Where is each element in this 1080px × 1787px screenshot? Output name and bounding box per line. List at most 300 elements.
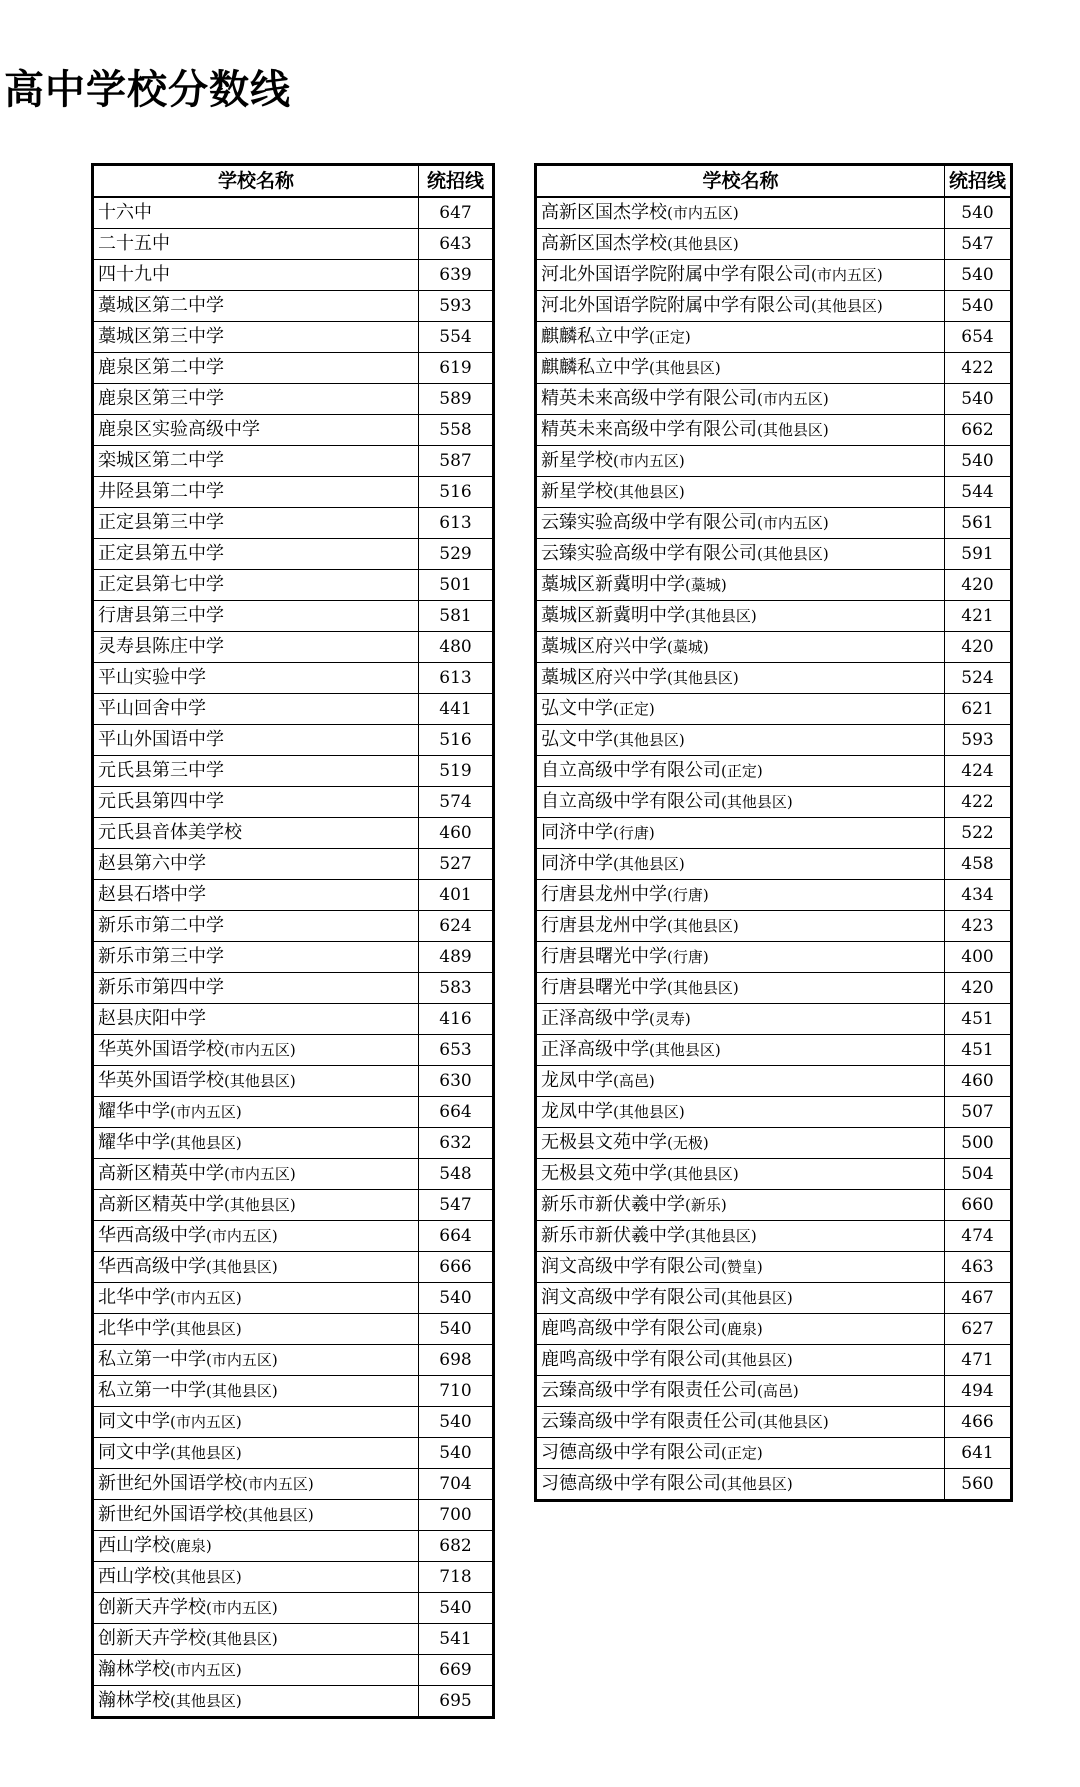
school-name-cell: 新星学校(市内五区): [536, 446, 945, 477]
table-row: [536, 446, 1012, 477]
table-row: [536, 1376, 1012, 1407]
table-row: [536, 911, 1012, 942]
school-name-cell: 行唐县龙州中学(其他县区): [536, 911, 945, 942]
school-region-qualifier: (其他县区): [613, 855, 685, 873]
score-cell: 619: [419, 353, 494, 384]
table-row: [93, 632, 494, 663]
school-name-cell: 高新区精英中学(市内五区): [93, 1159, 419, 1190]
table-row: [93, 1097, 494, 1128]
school-region-qualifier: (其他县区): [649, 359, 721, 377]
score-cell: 561: [945, 508, 1012, 539]
school-name-cell: 行唐县第三中学: [93, 601, 419, 632]
school-region-qualifier: (新乐): [685, 1196, 727, 1214]
school-region-qualifier: (其他县区): [721, 793, 793, 811]
score-cell: 710: [419, 1376, 494, 1407]
school-name-cell: 鹿泉区第二中学: [93, 353, 419, 384]
table-row: [536, 1221, 1012, 1252]
score-cell: 544: [945, 477, 1012, 508]
table-row: [93, 260, 494, 291]
table-row: [93, 1252, 494, 1283]
column-header-school-name: 学校名称: [536, 165, 945, 198]
school-name-cell: 赵县庆阳中学: [93, 1004, 419, 1035]
table-row: [93, 322, 494, 353]
column-header-school-name: 学校名称: [93, 165, 419, 198]
school-region-qualifier: (赞皇): [721, 1258, 763, 1276]
score-cell: 698: [419, 1345, 494, 1376]
school-name-cell: 平山外国语中学: [93, 725, 419, 756]
score-cell: 474: [945, 1221, 1012, 1252]
school-name-cell: 新世纪外国语学校(市内五区): [93, 1469, 419, 1500]
school-name-cell: 井陉县第二中学: [93, 477, 419, 508]
table-row: [93, 229, 494, 260]
school-name-cell: 元氏县第三中学: [93, 756, 419, 787]
score-cell: 527: [419, 849, 494, 880]
school-region-qualifier: (其他县区): [224, 1196, 296, 1214]
score-cell: 540: [945, 291, 1012, 322]
school-region-qualifier: (市内五区): [170, 1103, 242, 1121]
school-name-cell: 赵县第六中学: [93, 849, 419, 880]
score-cell: 416: [419, 1004, 494, 1035]
score-cell: 547: [945, 229, 1012, 260]
school-name-cell: 正定县第三中学: [93, 508, 419, 539]
school-region-qualifier: (无极): [667, 1134, 709, 1152]
table-row: [536, 1190, 1012, 1221]
table-row: [93, 1531, 494, 1562]
school-name-cell: 新乐市第四中学: [93, 973, 419, 1004]
table-row: [93, 663, 494, 694]
score-cell: 666: [419, 1252, 494, 1283]
school-region-qualifier: (其他县区): [170, 1692, 242, 1710]
table-row: [536, 1066, 1012, 1097]
school-name-cell: 高新区国杰学校(市内五区): [536, 197, 945, 229]
school-region-qualifier: (市内五区): [757, 514, 829, 532]
score-cell: 423: [945, 911, 1012, 942]
score-cell: 624: [419, 911, 494, 942]
table-row: [93, 849, 494, 880]
score-cell: 554: [419, 322, 494, 353]
score-cell: 524: [945, 663, 1012, 694]
score-cell: 541: [419, 1624, 494, 1655]
table-row: [536, 663, 1012, 694]
school-region-qualifier: (市内五区): [170, 1661, 242, 1679]
table-row: [536, 353, 1012, 384]
table-row: [536, 477, 1012, 508]
table-row: [93, 1500, 494, 1531]
school-name-cell: 元氏县第四中学: [93, 787, 419, 818]
school-region-qualifier: (市内五区): [224, 1165, 296, 1183]
score-cell: 494: [945, 1376, 1012, 1407]
table-row: [536, 384, 1012, 415]
score-cell: 451: [945, 1035, 1012, 1066]
table-row: [536, 539, 1012, 570]
school-region-qualifier: (其他县区): [170, 1134, 242, 1152]
school-name-cell: 瀚林学校(市内五区): [93, 1655, 419, 1686]
school-region-qualifier: (市内五区): [667, 204, 739, 222]
score-cell: 621: [945, 694, 1012, 725]
table-row: [536, 1407, 1012, 1438]
score-cell: 540: [419, 1407, 494, 1438]
school-name-cell: 鹿鸣高级中学有限公司(鹿泉): [536, 1314, 945, 1345]
score-cell: 519: [419, 756, 494, 787]
school-name-cell: 正定县第五中学: [93, 539, 419, 570]
school-region-qualifier: (高邑): [757, 1382, 799, 1400]
score-cell: 632: [419, 1128, 494, 1159]
table-row: [93, 787, 494, 818]
table-row: [536, 508, 1012, 539]
school-name-cell: 河北外国语学院附属中学有限公司(市内五区): [536, 260, 945, 291]
table-row: [93, 1562, 494, 1593]
table-row: [93, 1469, 494, 1500]
table-row: [93, 1624, 494, 1655]
table-row: [536, 1314, 1012, 1345]
school-region-qualifier: (其他县区): [206, 1258, 278, 1276]
score-cell: 400: [945, 942, 1012, 973]
score-cell: 516: [419, 725, 494, 756]
table-row: [536, 197, 1012, 229]
school-name-cell: 赵县石塔中学: [93, 880, 419, 911]
school-region-qualifier: (正定): [649, 328, 691, 346]
school-region-qualifier: (正定): [613, 700, 655, 718]
school-region-qualifier: (藁城): [685, 576, 727, 594]
score-cell: 471: [945, 1345, 1012, 1376]
score-cell: 507: [945, 1097, 1012, 1128]
score-cell: 704: [419, 1469, 494, 1500]
score-cell: 480: [419, 632, 494, 663]
score-cell: 653: [419, 1035, 494, 1066]
score-cell: 664: [419, 1221, 494, 1252]
table-row: [536, 818, 1012, 849]
score-cell: 424: [945, 756, 1012, 787]
table-row: [93, 1593, 494, 1624]
school-name-cell: 麒麟私立中学(其他县区): [536, 353, 945, 384]
school-region-qualifier: (行唐): [667, 948, 709, 966]
school-name-cell: 麒麟私立中学(正定): [536, 322, 945, 353]
score-cell: 589: [419, 384, 494, 415]
school-name-cell: 行唐县龙州中学(行唐): [536, 880, 945, 911]
score-cell: 700: [419, 1500, 494, 1531]
school-name-cell: 北华中学(其他县区): [93, 1314, 419, 1345]
table-row: [536, 260, 1012, 291]
score-cell: 420: [945, 973, 1012, 1004]
school-name-cell: 自立高级中学有限公司(正定): [536, 756, 945, 787]
score-table-left: [91, 163, 495, 1719]
score-cell: 547: [419, 1190, 494, 1221]
table-header-row: [536, 165, 1012, 198]
school-name-cell: 华西高级中学(其他县区): [93, 1252, 419, 1283]
table-row: [93, 1376, 494, 1407]
school-name-cell: 华英外国语学校(其他县区): [93, 1066, 419, 1097]
score-cell: 540: [945, 197, 1012, 229]
table-row: [536, 229, 1012, 260]
score-cell: 451: [945, 1004, 1012, 1035]
school-name-cell: 同文中学(其他县区): [93, 1438, 419, 1469]
score-cell: 643: [419, 229, 494, 260]
score-cell: 540: [945, 384, 1012, 415]
school-name-cell: 十六中: [93, 197, 419, 229]
school-name-cell: 西山学校(鹿泉): [93, 1531, 419, 1562]
score-cell: 434: [945, 880, 1012, 911]
school-name-cell: 同济中学(其他县区): [536, 849, 945, 880]
table-row: [93, 477, 494, 508]
school-name-cell: 自立高级中学有限公司(其他县区): [536, 787, 945, 818]
school-name-cell: 龙凤中学(其他县区): [536, 1097, 945, 1128]
table-row: [93, 1345, 494, 1376]
school-name-cell: 私立第一中学(市内五区): [93, 1345, 419, 1376]
school-region-qualifier: (其他县区): [757, 1413, 829, 1431]
score-cell: 662: [945, 415, 1012, 446]
table-row: [93, 1190, 494, 1221]
score-cell: 529: [419, 539, 494, 570]
table-row: [93, 601, 494, 632]
table-row: [93, 911, 494, 942]
school-name-cell: 润文高级中学有限公司(其他县区): [536, 1283, 945, 1314]
score-cell: 500: [945, 1128, 1012, 1159]
table-row: [93, 384, 494, 415]
table-row: [536, 570, 1012, 601]
score-cell: 613: [419, 508, 494, 539]
school-name-cell: 新世纪外国语学校(其他县区): [93, 1500, 419, 1531]
school-region-qualifier: (其他县区): [667, 979, 739, 997]
score-cell: 540: [419, 1593, 494, 1624]
score-cell: 641: [945, 1438, 1012, 1469]
score-cell: 540: [945, 260, 1012, 291]
table-row: [536, 1252, 1012, 1283]
score-cell: 466: [945, 1407, 1012, 1438]
score-cell: 574: [419, 787, 494, 818]
table-row: [93, 1655, 494, 1686]
table-row: [93, 446, 494, 477]
score-cell: 718: [419, 1562, 494, 1593]
table-row: [536, 1004, 1012, 1035]
school-name-cell: 弘文中学(正定): [536, 694, 945, 725]
school-name-cell: 新星学校(其他县区): [536, 477, 945, 508]
school-region-qualifier: (鹿泉): [721, 1320, 763, 1338]
school-region-qualifier: (灵寿): [649, 1010, 691, 1028]
school-name-cell: 习德高级中学有限公司(其他县区): [536, 1469, 945, 1501]
school-name-cell: 灵寿县陈庄中学: [93, 632, 419, 663]
school-region-qualifier: (其他县区): [721, 1475, 793, 1493]
table-row: [93, 353, 494, 384]
table-row: [536, 725, 1012, 756]
table-row: [536, 291, 1012, 322]
table-row: [93, 818, 494, 849]
table-row: [536, 632, 1012, 663]
score-cell: 522: [945, 818, 1012, 849]
table-row: [93, 197, 494, 229]
school-region-qualifier: (其他县区): [667, 669, 739, 687]
school-name-cell: 无极县文苑中学(其他县区): [536, 1159, 945, 1190]
school-name-cell: 弘文中学(其他县区): [536, 725, 945, 756]
score-cell: 695: [419, 1686, 494, 1718]
school-name-cell: 耀华中学(其他县区): [93, 1128, 419, 1159]
school-name-cell: 瀚林学校(其他县区): [93, 1686, 419, 1718]
score-cell: 460: [945, 1066, 1012, 1097]
school-region-qualifier: (市内五区): [757, 390, 829, 408]
score-cell: 540: [945, 446, 1012, 477]
table-row: [536, 1128, 1012, 1159]
school-region-qualifier: (其他县区): [667, 235, 739, 253]
school-region-qualifier: (市内五区): [170, 1289, 242, 1307]
table-row: [536, 322, 1012, 353]
table-row: [93, 1314, 494, 1345]
column-header-score: 统招线: [945, 165, 1012, 198]
score-cell: 467: [945, 1283, 1012, 1314]
school-name-cell: 二十五中: [93, 229, 419, 260]
school-name-cell: 藁城区第二中学: [93, 291, 419, 322]
school-region-qualifier: (其他县区): [613, 483, 685, 501]
score-cell: 558: [419, 415, 494, 446]
table-row: [536, 1283, 1012, 1314]
school-region-qualifier: (其他县区): [667, 917, 739, 935]
school-name-cell: 元氏县音体美学校: [93, 818, 419, 849]
table-row: [93, 1159, 494, 1190]
score-cell: 540: [419, 1283, 494, 1314]
table-row: [536, 601, 1012, 632]
table-row: [536, 942, 1012, 973]
table-row: [93, 1128, 494, 1159]
table-row: [93, 1283, 494, 1314]
school-name-cell: 正泽高级中学(灵寿): [536, 1004, 945, 1035]
table-row: [536, 694, 1012, 725]
table-row: [93, 1686, 494, 1718]
school-name-cell: 藁城区府兴中学(其他县区): [536, 663, 945, 694]
score-cell: 548: [419, 1159, 494, 1190]
school-region-qualifier: (市内五区): [242, 1475, 314, 1493]
school-region-qualifier: (其他县区): [721, 1289, 793, 1307]
table-row: [93, 1035, 494, 1066]
school-name-cell: 龙凤中学(高邑): [536, 1066, 945, 1097]
school-region-qualifier: (鹿泉): [170, 1537, 212, 1555]
page-title: 高中学校分数线: [4, 67, 291, 113]
school-region-qualifier: (其他县区): [757, 545, 829, 563]
school-name-cell: 无极县文苑中学(无极): [536, 1128, 945, 1159]
score-cell: 401: [419, 880, 494, 911]
table-row: [536, 1438, 1012, 1469]
school-region-qualifier: (正定): [721, 762, 763, 780]
school-region-qualifier: (藁城): [667, 638, 709, 656]
score-cell: 593: [419, 291, 494, 322]
school-region-qualifier: (其他县区): [685, 607, 757, 625]
school-region-qualifier: (其他县区): [242, 1506, 314, 1524]
school-name-cell: 藁城区新冀明中学(藁城): [536, 570, 945, 601]
school-name-cell: 云臻高级中学有限责任公司(其他县区): [536, 1407, 945, 1438]
table-row: [93, 539, 494, 570]
school-name-cell: 精英未来高级中学有限公司(其他县区): [536, 415, 945, 446]
school-region-qualifier: (市内五区): [811, 266, 883, 284]
score-cell: 422: [945, 353, 1012, 384]
school-name-cell: 高新区精英中学(其他县区): [93, 1190, 419, 1221]
school-name-cell: 云臻高级中学有限责任公司(高邑): [536, 1376, 945, 1407]
school-name-cell: 同济中学(行唐): [536, 818, 945, 849]
school-name-cell: 新乐市第三中学: [93, 942, 419, 973]
table-row: [93, 570, 494, 601]
score-cell: 664: [419, 1097, 494, 1128]
score-cell: 593: [945, 725, 1012, 756]
table-row: [93, 1221, 494, 1252]
school-name-cell: 正定县第七中学: [93, 570, 419, 601]
school-name-cell: 华西高级中学(市内五区): [93, 1221, 419, 1252]
table-row: [93, 1407, 494, 1438]
school-region-qualifier: (市内五区): [170, 1413, 242, 1431]
school-name-cell: 藁城区府兴中学(藁城): [536, 632, 945, 663]
school-name-cell: 新乐市新伏羲中学(新乐): [536, 1190, 945, 1221]
school-region-qualifier: (其他县区): [170, 1444, 242, 1462]
school-region-qualifier: (其他县区): [170, 1568, 242, 1586]
table-row: [536, 1345, 1012, 1376]
school-region-qualifier: (其他县区): [206, 1382, 278, 1400]
score-cell: 682: [419, 1531, 494, 1562]
score-cell: 489: [419, 942, 494, 973]
score-cell: 583: [419, 973, 494, 1004]
score-cell: 463: [945, 1252, 1012, 1283]
score-cell: 581: [419, 601, 494, 632]
table-row: [536, 973, 1012, 1004]
score-cell: 420: [945, 570, 1012, 601]
score-cell: 630: [419, 1066, 494, 1097]
score-cell: 613: [419, 663, 494, 694]
score-cell: 516: [419, 477, 494, 508]
school-name-cell: 习德高级中学有限公司(正定): [536, 1438, 945, 1469]
score-cell: 420: [945, 632, 1012, 663]
table-row: [93, 694, 494, 725]
school-region-qualifier: (市内五区): [613, 452, 685, 470]
table-row: [536, 1035, 1012, 1066]
school-name-cell: 栾城区第二中学: [93, 446, 419, 477]
school-name-cell: 云臻实验高级中学有限公司(市内五区): [536, 508, 945, 539]
school-name-cell: 高新区国杰学校(其他县区): [536, 229, 945, 260]
school-region-qualifier: (行唐): [613, 824, 655, 842]
score-cell: 560: [945, 1469, 1012, 1501]
table-row: [536, 787, 1012, 818]
school-name-cell: 鹿泉区第三中学: [93, 384, 419, 415]
table-row: [93, 1438, 494, 1469]
school-name-cell: 鹿鸣高级中学有限公司(其他县区): [536, 1345, 945, 1376]
school-name-cell: 创新天卉学校(市内五区): [93, 1593, 419, 1624]
school-region-qualifier: (其他县区): [613, 1103, 685, 1121]
school-region-qualifier: (行唐): [667, 886, 709, 904]
school-name-cell: 平山回舍中学: [93, 694, 419, 725]
school-region-qualifier: (其他县区): [667, 1165, 739, 1183]
score-cell: 647: [419, 197, 494, 229]
score-cell: 421: [945, 601, 1012, 632]
score-cell: 654: [945, 322, 1012, 353]
table-row: [93, 942, 494, 973]
school-name-cell: 行唐县曙光中学(其他县区): [536, 973, 945, 1004]
score-cell: 441: [419, 694, 494, 725]
table-row: [536, 1097, 1012, 1128]
score-cell: 540: [419, 1438, 494, 1469]
score-cell: 460: [419, 818, 494, 849]
school-name-cell: 北华中学(市内五区): [93, 1283, 419, 1314]
school-region-qualifier: (市内五区): [206, 1351, 278, 1369]
school-name-cell: 正泽高级中学(其他县区): [536, 1035, 945, 1066]
table-row: [93, 973, 494, 1004]
score-cell: 458: [945, 849, 1012, 880]
score-cell: 504: [945, 1159, 1012, 1190]
table-row: [93, 508, 494, 539]
school-name-cell: 私立第一中学(其他县区): [93, 1376, 419, 1407]
score-cell: 660: [945, 1190, 1012, 1221]
table-row: [93, 1066, 494, 1097]
table-header-row: [93, 165, 494, 198]
school-name-cell: 华英外国语学校(市内五区): [93, 1035, 419, 1066]
score-cell: 669: [419, 1655, 494, 1686]
school-name-cell: 新乐市新伏羲中学(其他县区): [536, 1221, 945, 1252]
score-cell: 591: [945, 539, 1012, 570]
school-name-cell: 润文高级中学有限公司(赞皇): [536, 1252, 945, 1283]
school-name-cell: 行唐县曙光中学(行唐): [536, 942, 945, 973]
table-row: [93, 415, 494, 446]
